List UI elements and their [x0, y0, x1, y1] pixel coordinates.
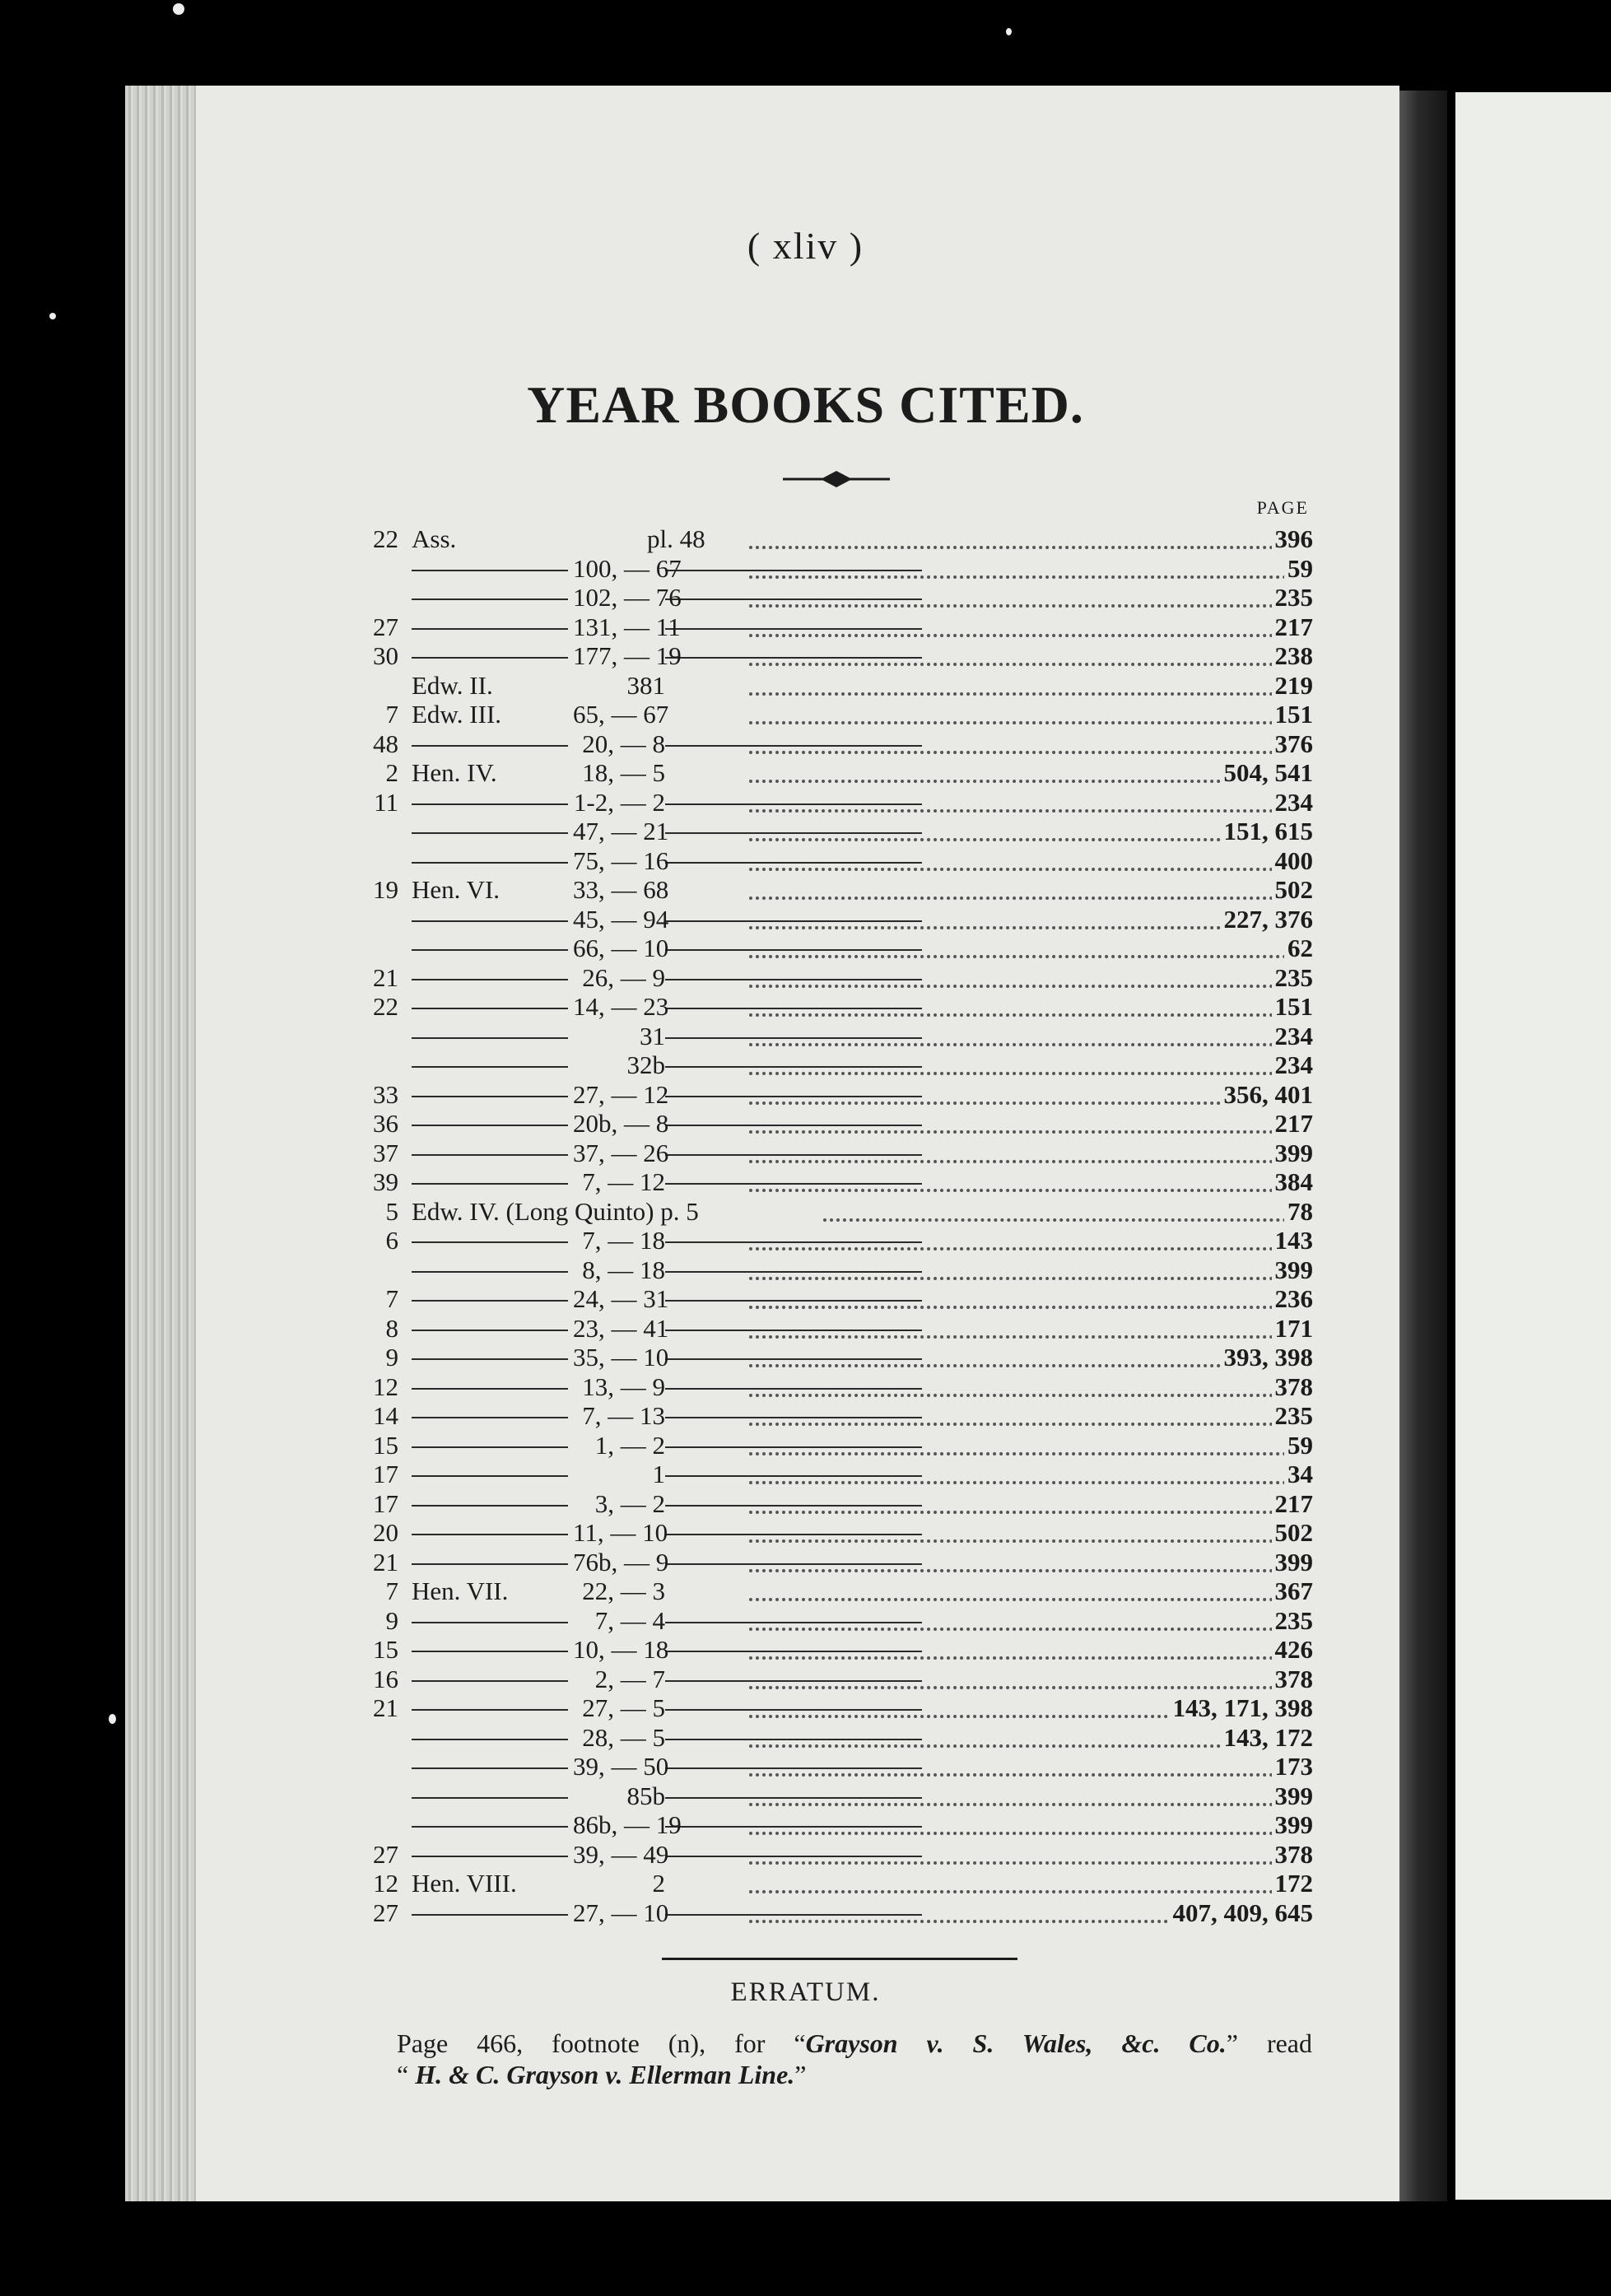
dot-leader	[749, 1598, 1313, 1601]
entry-page-ref: 235	[1272, 1401, 1314, 1431]
year-book-entry	[362, 1518, 1313, 1548]
dot-leader	[749, 1423, 1313, 1426]
year-book-entry	[362, 729, 1313, 759]
entry-folio: 3, — 2	[568, 1489, 665, 1519]
entry-year: 36	[373, 1109, 398, 1138]
year-book-entry	[362, 1139, 1313, 1168]
year-book-entry	[362, 1255, 1313, 1285]
entry-reign: Hen. VIII.	[412, 1869, 520, 1898]
year-book-entry	[362, 1693, 1313, 1723]
dot-leader	[749, 1130, 1313, 1134]
entry-folio: 2, — 7	[568, 1665, 665, 1694]
page-title: YEAR BOOKS CITED.	[527, 375, 1084, 434]
entry-year: 5	[385, 1196, 398, 1226]
entry-folio: 23, — 41	[568, 1314, 665, 1344]
entry-year: 16	[373, 1664, 398, 1693]
year-book-entry	[362, 1284, 1313, 1314]
entry-page-ref: 399	[1272, 1548, 1314, 1577]
dot-leader	[749, 1277, 1313, 1280]
ditto-rule	[412, 1446, 922, 1448]
entry-folio: 65, — 67	[568, 700, 665, 729]
year-books-list	[362, 524, 1313, 1927]
entry-page-ref: 238	[1272, 641, 1314, 671]
entry-folio: 7, — 18	[568, 1226, 665, 1255]
entry-reign: Edw. II.	[412, 671, 496, 701]
entry-year: 21	[373, 962, 398, 992]
year-book-entry	[362, 1635, 1313, 1665]
entry-page-ref: 143, 171, 398	[1170, 1693, 1314, 1723]
entry-folio: 1-2, — 2	[568, 788, 665, 817]
dot-leader	[749, 868, 1313, 871]
entry-page-ref: 235	[1272, 583, 1314, 612]
ditto-rule	[412, 1241, 922, 1243]
year-book-entry	[362, 1431, 1313, 1460]
entry-page-ref: 376	[1272, 729, 1314, 759]
entry-year: 15	[373, 1635, 398, 1664]
entry-folio: 18, — 5	[568, 758, 665, 788]
dot-leader	[749, 1160, 1313, 1163]
entry-year: 17	[373, 1488, 398, 1518]
entry-page-ref: 400	[1272, 846, 1314, 876]
entry-year: 6	[385, 1226, 398, 1255]
dot-leader	[749, 1773, 1313, 1777]
entry-folio: 11, — 10	[568, 1518, 665, 1548]
year-book-entry	[362, 554, 1313, 584]
dot-leader	[749, 1569, 1313, 1572]
erratum-case-name: Grayson v. S. Wales, &c. Co.	[805, 2028, 1227, 2058]
year-book-entry	[362, 758, 1313, 788]
year-book-entry	[362, 875, 1313, 905]
entry-folio: 31	[568, 1022, 665, 1051]
entry-reign: Edw. III.	[412, 700, 505, 729]
dot-leader	[749, 1452, 1313, 1455]
entry-year: 8	[385, 1313, 398, 1343]
dot-leader	[749, 721, 1313, 724]
entry-page-ref: 34	[1284, 1460, 1313, 1489]
entry-folio: 1, — 2	[568, 1431, 665, 1460]
entry-folio: 7, — 4	[568, 1606, 665, 1636]
entry-page-ref: 393, 398	[1221, 1343, 1314, 1372]
entry-folio: 86b, — 19	[568, 1810, 665, 1840]
entry-year: 27	[373, 1839, 398, 1869]
year-book-entry	[362, 1343, 1313, 1372]
entry-folio: 28, — 5	[568, 1723, 665, 1753]
title-ornament	[783, 469, 890, 489]
entry-page-ref: 502	[1272, 1518, 1314, 1548]
ditto-rule	[412, 1388, 922, 1390]
dot-leader	[749, 575, 1313, 579]
entry-page-ref: 227, 376	[1221, 905, 1314, 934]
year-book-entry	[362, 671, 1313, 701]
dot-leader	[749, 1481, 1313, 1484]
year-book-entry	[362, 992, 1313, 1022]
entry-reign: Ass.	[412, 524, 459, 554]
entry-year: 9	[385, 1605, 398, 1635]
dot-leader	[749, 955, 1313, 958]
entry-folio: 7, — 13	[568, 1401, 665, 1431]
dot-leader	[749, 1803, 1313, 1806]
dot-leader	[749, 985, 1313, 988]
year-book-entry	[362, 1401, 1313, 1431]
entry-page-ref: 384	[1272, 1167, 1314, 1197]
entry-year: 9	[385, 1343, 398, 1372]
year-book-entry	[362, 583, 1313, 612]
entry-page-ref: 78	[1284, 1197, 1313, 1227]
entry-year: 15	[373, 1430, 398, 1460]
entry-folio: 33, — 68	[568, 875, 665, 905]
entry-year: 12	[373, 1869, 398, 1898]
entry-year: 37	[373, 1138, 398, 1167]
entry-year: 30	[373, 641, 398, 670]
entry-page-ref: 399	[1272, 1139, 1314, 1168]
entry-folio: 13, — 9	[568, 1372, 665, 1402]
entry-folio: 27, — 5	[568, 1693, 665, 1723]
entry-year: 7	[385, 1284, 398, 1313]
erratum-text: Page 466, footnote (n), for “	[397, 2028, 806, 2058]
erratum-text: ”	[794, 2060, 807, 2089]
entry-year: 33	[373, 1079, 398, 1109]
entry-page-ref: 219	[1272, 671, 1314, 701]
entry-page-ref: 356, 401	[1221, 1080, 1314, 1110]
year-book-entry	[362, 1050, 1313, 1080]
page-number: ( xliv )	[747, 225, 864, 267]
dot-leader	[749, 1656, 1313, 1660]
entry-folio: 22, — 3	[568, 1576, 665, 1606]
year-book-entry	[362, 817, 1313, 846]
entry-folio: 20b, — 8	[568, 1109, 665, 1139]
dot-leader	[749, 1013, 1313, 1017]
entry-page-ref: 172	[1272, 1869, 1314, 1898]
entry-year: 11	[374, 787, 398, 817]
year-book-entry	[362, 1167, 1313, 1197]
dot-leader	[749, 663, 1313, 666]
dot-leader	[749, 546, 1313, 549]
entry-folio: 7, — 12	[568, 1167, 665, 1197]
entry-year: 22	[373, 524, 398, 553]
dot-leader	[749, 751, 1313, 754]
entry-page-ref: 426	[1272, 1635, 1314, 1665]
entry-reign: Edw. IV. (Long Quinto) p. 5	[412, 1197, 702, 1227]
ditto-rule	[412, 1709, 922, 1711]
entry-page-ref: 217	[1272, 1109, 1314, 1139]
year-book-entry	[362, 1898, 1313, 1928]
year-book-entry	[362, 1314, 1313, 1344]
dot-leader	[749, 604, 1313, 608]
entry-year: 14	[373, 1401, 398, 1430]
entry-page-ref: 236	[1272, 1284, 1314, 1314]
year-book-entry	[362, 1752, 1313, 1781]
entry-page-ref: 217	[1272, 612, 1314, 642]
year-book-entry	[362, 1372, 1313, 1402]
dot-leader	[823, 1218, 1313, 1222]
year-book-entry	[362, 1460, 1313, 1489]
year-book-entry	[362, 1197, 1313, 1227]
entry-page-ref: 234	[1272, 788, 1314, 817]
entry-page-ref: 173	[1272, 1752, 1314, 1781]
entry-page-ref: 235	[1272, 1606, 1314, 1636]
entry-folio: 35, — 10	[568, 1343, 665, 1372]
year-book-entry	[362, 1226, 1313, 1255]
entry-page-ref: 62	[1284, 934, 1313, 963]
entry-folio: 24, — 31	[568, 1284, 665, 1314]
entry-page-ref: 59	[1284, 1431, 1313, 1460]
year-book-entry	[362, 905, 1313, 934]
dot-leader	[749, 1686, 1313, 1689]
entry-page-ref: 143, 172	[1221, 1723, 1314, 1753]
ditto-rule	[412, 745, 922, 747]
entry-page-ref: 399	[1272, 1781, 1314, 1811]
entry-year: 19	[373, 875, 398, 904]
year-book-entry	[362, 1840, 1313, 1870]
entry-page-ref: 378	[1272, 1840, 1314, 1870]
year-book-entry	[362, 1576, 1313, 1606]
year-book-entry	[362, 934, 1313, 963]
page-column-heading: PAGE	[1256, 497, 1309, 518]
entry-folio: 100, — 67	[568, 554, 665, 584]
entry-page-ref: 504, 541	[1221, 758, 1314, 788]
year-book-entry	[362, 1548, 1313, 1577]
entry-folio: 20, — 8	[568, 729, 665, 759]
year-book-entry	[362, 788, 1313, 817]
ditto-rule	[412, 1505, 922, 1507]
entry-reign: Hen. VII.	[412, 1576, 511, 1606]
entry-folio: 75, — 16	[568, 846, 665, 876]
section-rule	[662, 1958, 1017, 1960]
erratum-text-line-1	[397, 2028, 1312, 2059]
entry-year: 7	[385, 1576, 398, 1605]
entry-year: 17	[373, 1460, 398, 1488]
entry-page-ref: 151	[1272, 992, 1314, 1022]
entry-page-ref: 143	[1272, 1226, 1314, 1255]
dot-leader	[749, 1072, 1313, 1075]
entry-folio: 131, — 11	[568, 612, 665, 642]
entry-year: 7	[385, 700, 398, 729]
year-book-entry	[362, 1109, 1313, 1139]
entry-page-ref: 59	[1284, 554, 1313, 584]
ditto-rule	[412, 803, 922, 805]
dot-leader	[749, 1335, 1313, 1339]
entry-folio: 381	[568, 671, 665, 701]
year-book-entry	[362, 963, 1313, 993]
entry-year: 12	[373, 1372, 398, 1401]
entry-page-ref: 399	[1272, 1810, 1314, 1840]
year-book-entry	[362, 1489, 1313, 1519]
dot-leader	[749, 1511, 1313, 1514]
year-book-entry	[362, 1080, 1313, 1110]
entry-year: 22	[373, 992, 398, 1021]
entry-reign: Hen. IV.	[412, 758, 501, 788]
erratum-heading: ERRATUM.	[730, 1977, 881, 2007]
dot-leader	[749, 809, 1313, 813]
year-book-entry	[362, 1665, 1313, 1694]
entry-page-ref: 234	[1272, 1050, 1314, 1080]
ditto-rule	[412, 979, 922, 980]
entry-folio: 27, — 10	[568, 1898, 665, 1928]
entry-year: 20	[373, 1518, 398, 1547]
erratum-text-line-2	[397, 2060, 1312, 2090]
entry-year: 2	[385, 758, 398, 787]
entry-folio: pl. 48	[642, 524, 746, 554]
entry-folio: 27, — 12	[568, 1080, 665, 1110]
entry-year: 21	[373, 1547, 398, 1576]
ditto-rule	[412, 1475, 922, 1477]
entry-year: 27	[373, 612, 398, 641]
ditto-rule	[412, 1037, 922, 1039]
entry-folio: 76b, — 9	[568, 1548, 665, 1577]
entry-page-ref: 407, 409, 645	[1170, 1898, 1314, 1928]
scan-speck	[1006, 28, 1012, 35]
ditto-rule	[412, 1183, 922, 1185]
dot-leader	[749, 897, 1313, 900]
entry-page-ref: 396	[1272, 524, 1314, 554]
dot-leader	[749, 1247, 1313, 1250]
entry-page-ref: 378	[1272, 1372, 1314, 1402]
year-book-entry	[362, 1810, 1313, 1840]
entry-folio: 14, — 23	[568, 992, 665, 1022]
year-book-entry	[362, 1723, 1313, 1753]
year-book-entry	[362, 846, 1313, 876]
entry-page-ref: 502	[1272, 875, 1314, 905]
entry-folio: 47, — 21	[568, 817, 665, 846]
entry-page-ref: 378	[1272, 1665, 1314, 1694]
entry-folio: 2	[568, 1869, 665, 1898]
entry-folio: 177, — 19	[568, 641, 665, 671]
entry-page-ref: 217	[1272, 1489, 1314, 1519]
entry-page-ref: 367	[1272, 1576, 1314, 1606]
dot-leader	[749, 1890, 1313, 1893]
entry-folio: 102, — 76	[568, 583, 665, 612]
dot-leader	[749, 1394, 1313, 1397]
entry-year: 48	[373, 729, 398, 758]
year-book-entry	[362, 700, 1313, 729]
entry-page-ref: 235	[1272, 963, 1314, 993]
scan-speck	[109, 1714, 116, 1724]
ditto-rule	[412, 1066, 922, 1068]
entry-page-ref: 151	[1272, 700, 1314, 729]
year-book-entry	[362, 1022, 1313, 1051]
entry-folio: 85b	[568, 1781, 665, 1811]
entry-folio: 39, — 50	[568, 1752, 665, 1781]
erratum-text: ” read	[1226, 2028, 1313, 2058]
entry-folio: 10, — 18	[568, 1635, 665, 1665]
year-book-entry	[362, 641, 1313, 671]
ditto-rule	[412, 1417, 922, 1418]
entry-folio: 32b	[568, 1050, 665, 1080]
erratum-case-name: H. & C. Grayson v. Ellerman Line.	[415, 2060, 795, 2089]
year-book-entry	[362, 1781, 1313, 1811]
ditto-rule	[412, 1271, 922, 1273]
dot-leader	[749, 1189, 1313, 1192]
entry-page-ref: 399	[1272, 1255, 1314, 1285]
dot-leader	[749, 1832, 1313, 1835]
entry-year: 27	[373, 1898, 398, 1927]
ditto-rule	[412, 1797, 922, 1799]
scan-speck	[173, 3, 184, 15]
year-book-entry	[362, 612, 1313, 642]
year-book-entry	[362, 1869, 1313, 1898]
entry-page-ref: 151, 615	[1221, 817, 1314, 846]
entry-page-ref: 171	[1272, 1314, 1314, 1344]
ditto-rule	[412, 1739, 922, 1740]
entry-folio: 39, — 49	[568, 1840, 665, 1870]
entry-folio: 37, — 26	[568, 1139, 665, 1168]
scan-speck	[49, 313, 56, 319]
dot-leader	[749, 692, 1313, 696]
dot-leader	[749, 634, 1313, 637]
entry-reign: Hen. VI.	[412, 875, 503, 905]
dot-leader	[749, 1628, 1313, 1631]
ditto-rule	[412, 1680, 922, 1682]
entry-year: 21	[373, 1693, 398, 1722]
entry-folio: 26, — 9	[568, 963, 665, 993]
entry-folio: 66, — 10	[568, 934, 665, 963]
entry-folio: 8, — 18	[568, 1255, 665, 1285]
dot-leader	[749, 1539, 1313, 1543]
ditto-rule	[412, 1622, 922, 1623]
dot-leader	[749, 1861, 1313, 1865]
entry-folio: 1	[568, 1460, 665, 1489]
entry-folio: 45, — 94	[568, 905, 665, 934]
dot-leader	[749, 1306, 1313, 1309]
entry-year: 39	[373, 1167, 398, 1196]
entry-page-ref: 234	[1272, 1022, 1314, 1051]
year-book-entry	[362, 524, 1313, 554]
year-book-entry	[362, 1606, 1313, 1636]
dot-leader	[749, 1043, 1313, 1046]
erratum-text: “	[397, 2060, 416, 2089]
